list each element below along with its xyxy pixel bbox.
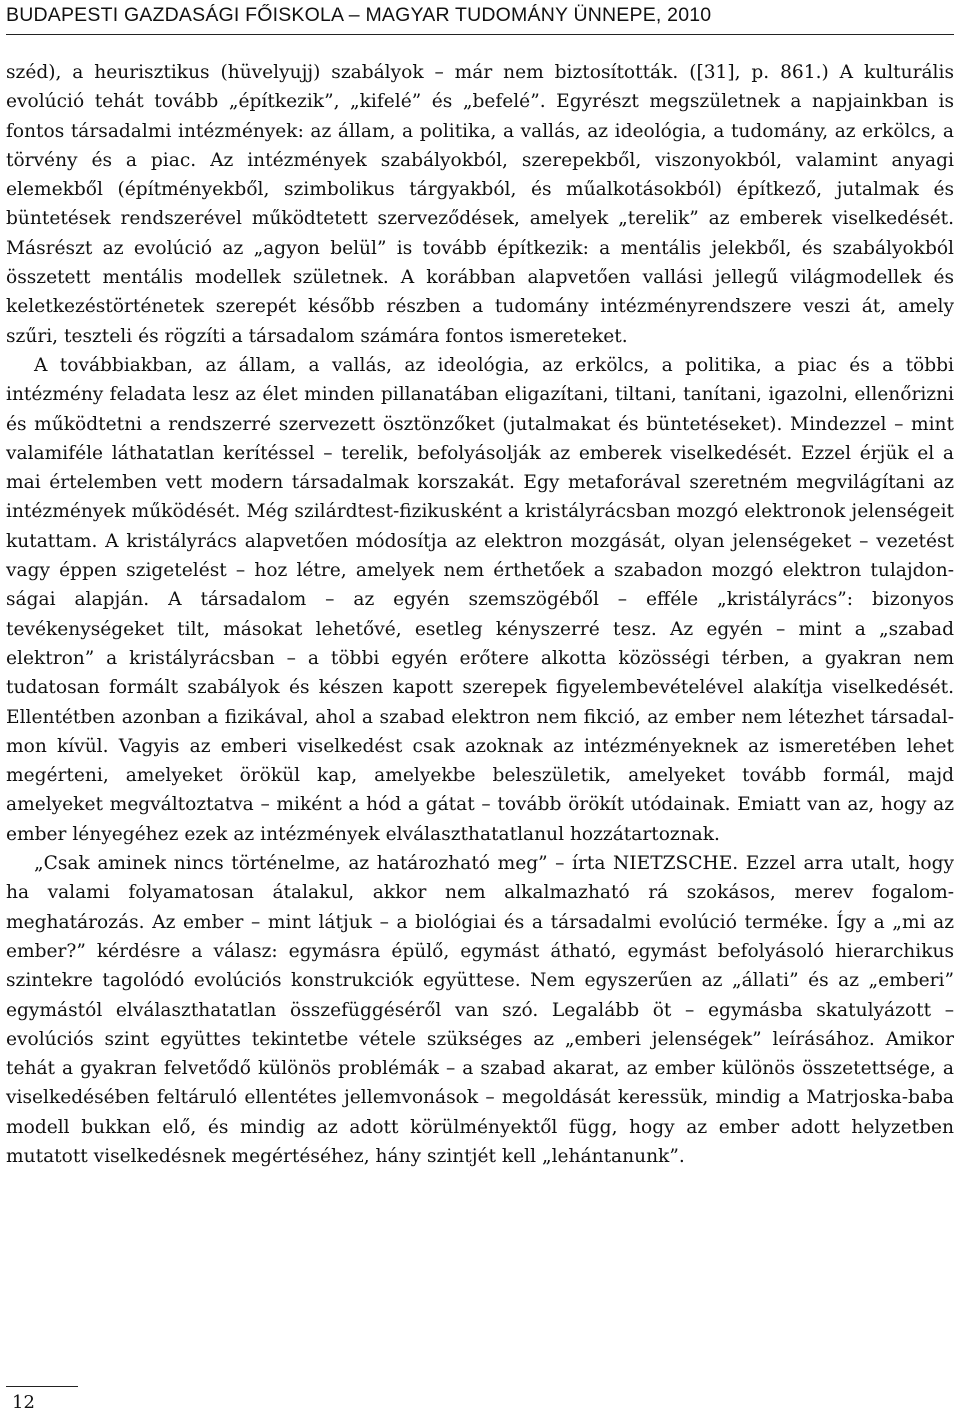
- paragraph-3: „Csak aminek nincs történelme, az határozható meg” – írta NIETZSCHE. Ezzel arra utalt, hogy ha valami folyamatosan átalakul, akkor nem alkalmazható rá szokásos, merev fogalom-meghatározás. Az ember – mint látjuk – a biológiai és a társadalmi evolúció terméke. Így a „mi az ember?” kérdésre a válasz: egymásra épülő, egymást átható, egymást befolyásoló hierarchikus szintekre tagolódó evolúciós konstrukciók együttese. Nem egyszerűen az „állati” és az „emberi” egymástól elválaszthatatlan összefüggéséről van szó. Legalább öt – egymásba skatulyázott – evolúciós szint együttes tekintetbe vétele szükséges az „emberi jelenségek” leírásához. Amikor tehát a gyakran felvetődő különös problémák – a szabad akarat, az ember különös összetettsége, a viselkedésében feltáruló ellentétes jellemvonások – megoldását keressük, mindig a Matrjoska-baba modell bukkan elő, és mindig az adott körülményektől függ, hogy az ember adott helyzetben mutatott viselkedésnek megértéséhez, hány szintjét kell „lehántanunk”.: [6, 853, 954, 1167]
- paragraph-1: széd), a heurisztikus (hüvelyujj) szabályok – már nem biztosították. ([31], p. 861.) A kulturális evolúció tehát tovább „építkezik”, „kifelé” és „befelé”. Egyrészt megszületnek a napjainkban is fontos társadalmi intézmények: az állam, a politika, a vallás, az ideológia, a tudomány, az erkölcs, a törvény és a piac. Az intézmények szabályokból, szerepekből, viszonyokból, valamint anyagi elemekből (építményekből, szimbolikus tárgyakból, és műalkotásokból) építkező, jutalmak és büntetések rendszerével működtetett szerveződések, amelyek „terelik” az emberek viselkedését. Másrészt az evolúció az „agyon belül” is tovább építkezik: a mentális jelekből, és szabályokból összetett mentális modellek születnek. A korábban alapvetően vallási jellegű világmodellek és keletkezéstörténetek szerepét később részben a tudomány intézményrendszere veszi át, amely szűri, teszteli és rögzíti a társadalom számára fontos ismereteket.: [6, 62, 954, 347]
- footer-divider: [6, 1386, 78, 1387]
- main-text: [6, 58, 954, 1171]
- page-number: 12: [12, 1392, 35, 1413]
- paragraph-2: A továbbiakban, az állam, a vallás, az ideológia, az erkölcs, a politika, a piac és a többi intézmény feladata lesz az élet minden pillanatában eligazítani, tiltani, tanítani, igazolni, ellenőrizni és működtetni a rendszerré szervezett ösztönzőket (jutalmakat és büntetéseket). Mindezzel – mint valamiféle láthatatlan kerítéssel – terelik, befolyásolják az emberek viselkedését. Ezzel érjük el a mai értelemben vett modern társadalmak korszakát. Egy metaforával szeretném megvilágítani az intézmények működését. Még szilárdtest-fizikusként a kristályrácsban mozgó elektronok jelenségeit kutattam. A kristályrács alapvetően módosítja az elektron mozgását, olyan jelenségeket – vezetést vagy éppen szigetelést – hoz létre, amelyek nem érthetőek a szabadon mozgó elektron tulajdonságai alapján. A társadalom – az egyén szemszögéből – efféle „kristályrács”: bizonyos tevékenységeket tilt, másokat lehetővé, esetleg kényszerré tesz. Az egyén – mint a „szabad elektron” a kristályrácsban – a többi egyén erőtere alkotta közösségi térben, a gyakran nem tudatosan formált szabályok és készen kapott szerepek figyelembevételével alakítja viselkedését. Ellentétben azonban a fizikával, ahol a szabad elektron nem fikció, az ember nem létezhet társadalmon kívül. Vagyis az emberi viselkedést csak azoknak az intézményeknek az ismeretében lehet megérteni, amelyeket örökül kap, amelyekbe beleszületik, amelyeket tovább formál, majd amelyeket megváltoztatva – miként a hód a gátat – tovább örökít utódainak. Emiatt van az, hogy az ember lényegéhez ezek az intézmények elválaszthatatlanul hozzátartoznak.: [6, 354, 954, 845]
- header-divider: [6, 34, 954, 35]
- running-header: BUDAPESTI GAZDASÁGI FŐISKOLA – MAGYAR TUDOMÁNY ÜNNEPE, 2010: [6, 4, 712, 26]
